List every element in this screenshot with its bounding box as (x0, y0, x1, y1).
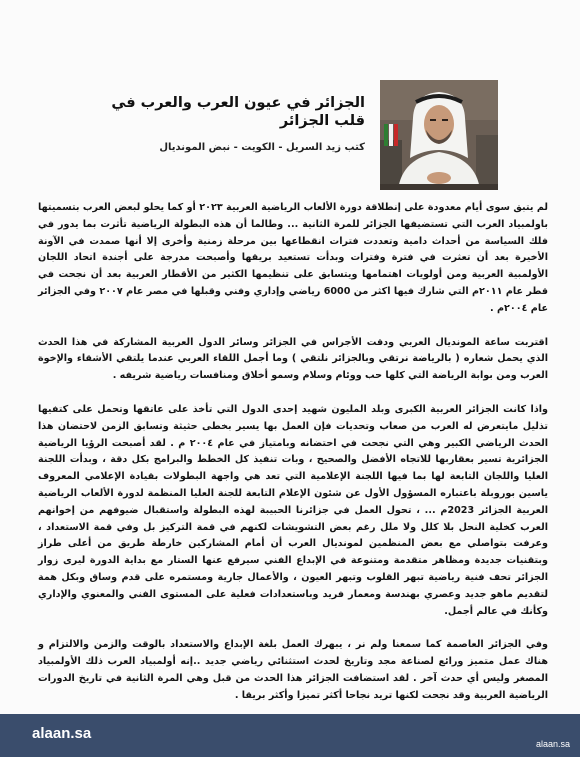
article-title: الجزائر في عيون العرب والعرب في قلب الجزائر (111, 95, 365, 130)
footer-bar (0, 714, 580, 757)
footer-brand-link[interactable]: alaan.sa (535, 739, 570, 749)
article-header (0, 80, 580, 190)
article-paragraph-1: لم يتبق سوى أيام معدودة على إنطلاقة دورة الألعاب الرياضية العربية ٢٠٢٣ أو كما يحلو لبعض العرب بتسميتها باولمبياد العرب التي تستضيفها الجزائر للمرة الثانية ... وطالما أن هذه البطولة الرياضية تأثرت بما يدور في فلك السياسة من أحداث دامية وتعددت فترات انقطاعها بين مرحلة زمنية وأخرى إلا أنها صمدت في الآونة الأخيرة بعد أن تعثرت في فترة وفترات وبدأت تستعيد بريقها وأصبحت مدرجة على أجندة اتحاد اللجان الأولمبية العربية ومن أولويات اهتمامها ويتسابق على تنظيمها الكثير من الأقطار العربية بعد أن نجحت في قطر عام ٢٠١١م التي شارك فيها اكثر من 6000 رياضي وإداري وفني وقبلها في مصر عام ٢٠٠٧ وفي الجزائر عام ٢٠٠٤م . (38, 202, 549, 314)
footer-brand-logo[interactable]: alaan.sa (32, 725, 92, 742)
article-paragraph-3: واذا كانت الجزائر العربية الكبرى وبلد المليون شهيد إحدى الدول التي تأخذ على عاتقها وتحمل على كتفيها تذليل مايتعرض له العرب من صعاب وتحديات فإن العمل بها يسير بخطى حثيثة وتسابق الزمن لاحتضان هذا الحدث الرياضي الكبير وهي التي نجحت في احتضانه وبامتياز في عام ٢٠٠٤ م . لقد أصبحت الرؤيا الرياضية الجزائرية تسير بعقاربها للاتجاه الأفضل والصحيح ، وبات تنفيذ كل الخطط والبرامج بكل دقة ، وبدأت اللجنة العليا واللجان التابعة لها بما فيها اللجنة الإعلامية التي تعد هي واجهة البطولات بقيادة الإعلامي المعروف ياسين بوروبلة باعتباره المسؤول الأول عن شئون الإعلام التابعة للجنة العليا المنظمة لدورة الألعاب الرياضية العربية الجزائر 2023م ... ، تحول العمل في جزائرنا الحبيبة لهذه البطولة واستقبال ضيوفهم من إخوانهم العرب كخلية النحل بلا كلل ولا ملل رغم بعض التشويشات لكنهم في قمة التركيز بل وفي قمة الاستعداد ، وعرفت بتواصلي مع بعض المنظمين لمونديال العرب أن أمام المشاركين خارطة طريق من أعلى طراز وبتقنيات جديدة ومظاهر متقدمة ومتنوعة في الإبداع الفني سيرفع عنها الستار مع بداية الدورة ليرى زوار الجزائر تحف فنية رياضية تبهر القلوب وتبهر العيون ، والأعمال جارية ومستمره على قدم وساق وبكل همة لتقديم ماهو جديد وعصري بهندسة ومعمار فريد وباستعدادات فعلية على المستوى الفني والمعنوي والإداري وكأنك في عالم أجمل. (38, 403, 548, 617)
article-byline: كتب زيد السريل - الكويت - نبض المونديال (159, 142, 365, 154)
title-block (110, 94, 365, 153)
article-body (38, 200, 548, 722)
article-paragraph-2: اقتربت ساعة المونديال العربي ودقت الأجراس في الجزائر وسائر الدول العربية المشاركة في هذا الحدث الذي يحمل شعاره ( بالرياضة نرتقي وبالجزائر نلتقي ) وما أجمل اللقاء العربي عندما يلتقي الأشقاء والإخوة العرب ومن بوابة الرياضة التي كلها حب ووئام وسلام وسمو أخلاق ومنافسات رياضية شريفه . (38, 336, 548, 382)
author-portrait (380, 80, 498, 190)
author-portrait-image (380, 80, 498, 190)
article-paragraph-4: وفي الجزائر العاصمة كما سمعنا ولم نر ، يبهرك العمل بلغة الإبداع والاستعداد بالوقت والزمن والالتزام و هناك عمل متميز ورائع لصناعة مجد وتاريخ لحدث استثنائي رياضي جديد ..إنه أولمبياد العرب ذلك الأولمبياد المصغر وليس أي حدث آخر . لقد استضافت الجزائر هذا الحدث من قبل وهي المرة الثانية في تاريخ الدورات الرياضية العربية وقد نجحت لكنها تريد نجاحا أكثر تميزا وأكثر بريقا . (38, 639, 548, 701)
